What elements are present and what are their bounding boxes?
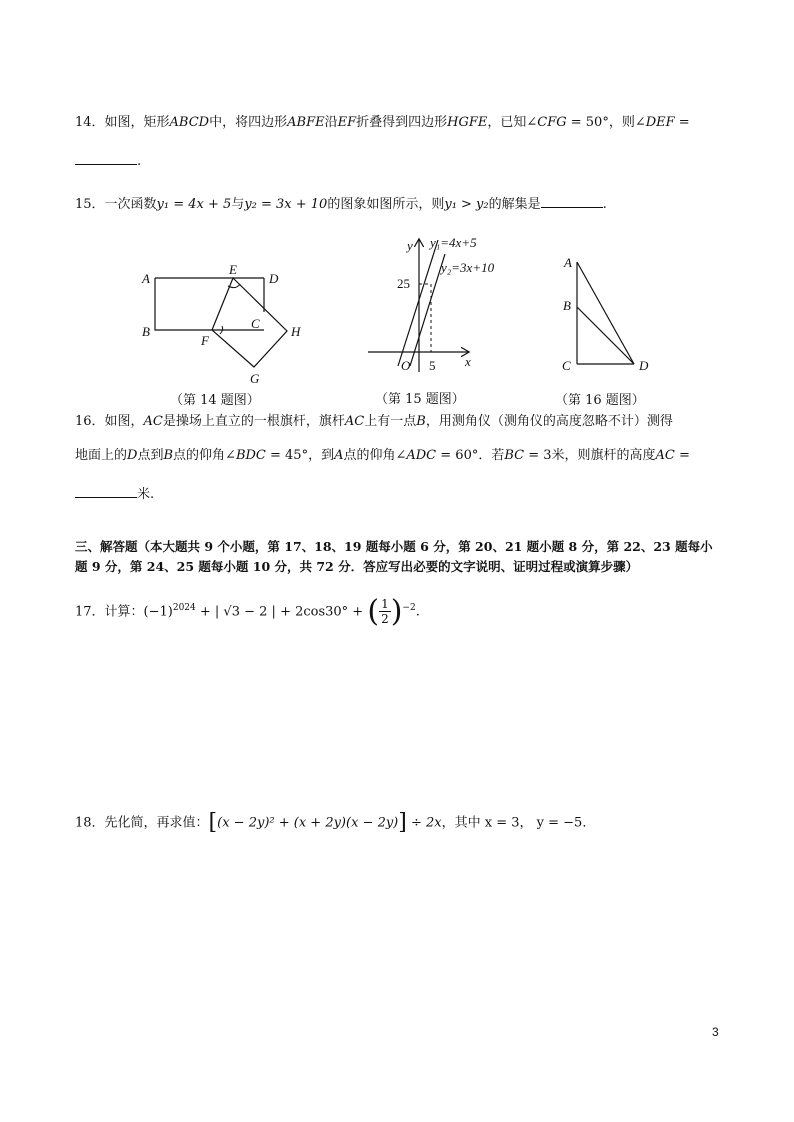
- question-17: 17．计算：$(-1)^{2024}$ + | √3 − 2 | + 2cos30° + ( $\frac{1}{2}$ )$^{-2}$.: [75, 593, 420, 629]
- fig15-y-axis-label: y: [407, 238, 413, 253]
- fig14-label-f: F: [201, 333, 209, 348]
- fig15-x-tick: 5: [429, 358, 436, 373]
- question-15: 15．一次函数y₁ = 4x + 5与y₂ = 3x + 10的图象如图所示，则y₁ > y₂的解集是 .: [75, 193, 607, 212]
- figure-16-caption: （第 16 题图）: [555, 393, 645, 408]
- fig14-label-e: E: [229, 262, 237, 277]
- fig14-label-c: C: [251, 316, 260, 331]
- fraction-one-half: $\frac{1}{2}$: [381, 597, 389, 627]
- figure-15-graph: [365, 232, 515, 382]
- fig14-label-b: B: [142, 324, 150, 339]
- question-16-line3: 米.: [75, 483, 154, 502]
- fig15-origin-label: O: [401, 358, 411, 373]
- fig15-line2-label: y₂=3x+10: [441, 260, 495, 275]
- question-14-line1: 14．如图，矩形ABCD中，将四边形ABFE沿EF折叠得到四边形HGFE，已知∠CFG = 50°，则∠DEF =: [75, 115, 690, 130]
- question-14-line2: .: [75, 150, 141, 169]
- figure-14: [130, 258, 320, 408]
- page-number: 3: [712, 1025, 719, 1039]
- figure-15-caption: （第 15 题图）: [375, 392, 465, 407]
- figure-16-diagram: [552, 252, 672, 382]
- figure-14-diagram: [130, 258, 320, 388]
- fig14-label-a: A: [142, 271, 150, 286]
- fig15-y-tick: 25: [397, 276, 410, 291]
- section-3-header-line2: 题 9 分，第 24、25 题每小题 10 分，共 72 分．答应写出必要的文字说明、证明过程或演算步骤）: [75, 559, 639, 574]
- answer-blank-15[interactable]: [541, 193, 603, 208]
- fig15-line1-label: y₁=4x+5: [430, 235, 477, 250]
- fig14-label-d: D: [269, 271, 279, 286]
- question-16-line2: 地面上的D点到B点的仰角∠BDC = 45°，到A点的仰角∠ADC = 60°．若BC = 3米，则旗杆的高度AC =: [75, 448, 690, 463]
- answer-blank-14[interactable]: [75, 150, 137, 165]
- fig16-label-c: C: [562, 358, 571, 373]
- fig16-label-b: B: [563, 298, 571, 313]
- section-3-header-line1: 三、解答题（本大题共 9 个小题，第 17、18、19 题每小题 6 分，第 20、21 题小题 8 分，第 22、23 题每小: [75, 539, 713, 554]
- question-18: 18．先化简，再求值：[(x − 2y)² + (x + 2y)(x − 2y)] ÷ 2x，其中 x = 3， y = −5．: [75, 810, 596, 835]
- figure-16: [552, 252, 672, 408]
- fig14-label-h: H: [291, 324, 301, 339]
- fig16-label-d: D: [639, 358, 649, 373]
- figure-15: [365, 232, 515, 408]
- answer-blank-16[interactable]: [75, 483, 137, 498]
- figure-14-caption: （第 14 题图）: [170, 393, 260, 408]
- fig16-label-a: A: [564, 255, 572, 270]
- fig15-x-axis-label: x: [465, 354, 471, 369]
- fig14-label-g: G: [250, 371, 260, 386]
- question-16-line1: 16．如图，AC是操场上直立的一根旗杆，旗杆AC上有一点B，用测角仪（测角仪的高度忽略不计）测得: [75, 414, 673, 429]
